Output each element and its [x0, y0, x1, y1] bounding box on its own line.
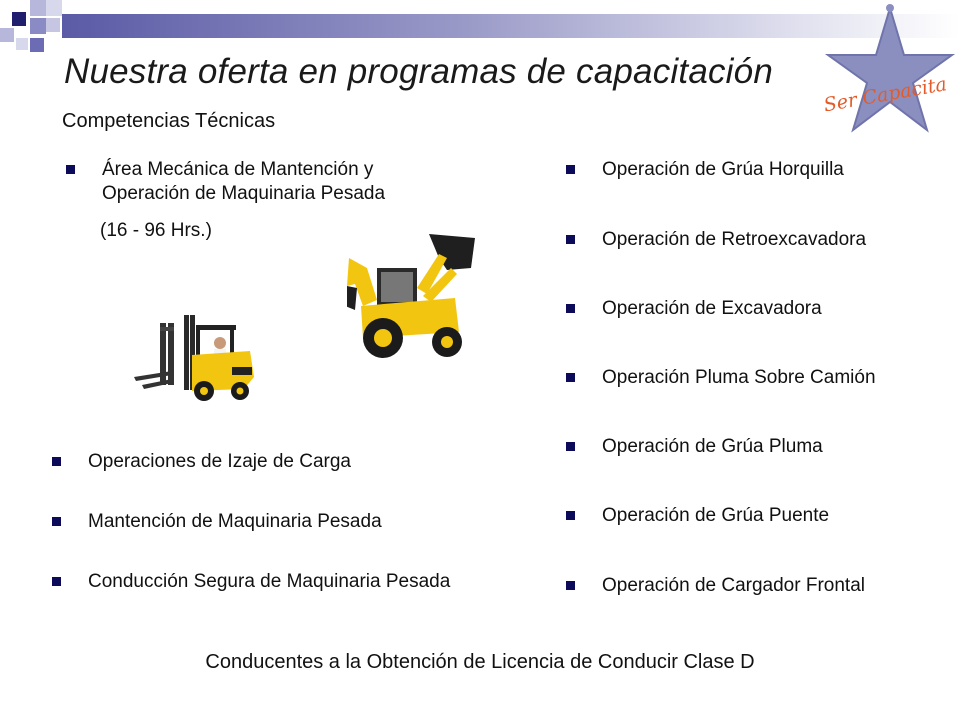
bullet-square — [52, 577, 61, 586]
list-item — [564, 435, 823, 459]
corner-square-mid — [30, 38, 44, 52]
list-item — [564, 504, 829, 528]
list-item-label: Operación de Cargador Frontal — [602, 575, 865, 596]
list-item-label: Operación de Maquinaria Pesada — [102, 183, 386, 204]
backhoe-illustration — [347, 228, 487, 363]
list-item-label: Operación de Excavadora — [602, 298, 822, 319]
corner-square-light — [30, 0, 46, 16]
corner-square-light — [46, 18, 60, 32]
list-item-label: Área Mecánica de Mantención y — [102, 159, 374, 180]
ser-capacita-logo — [820, 0, 960, 140]
list-item — [564, 228, 866, 252]
corner-square-light — [46, 0, 62, 16]
list-item-label: Operación de Grúa Pluma — [602, 436, 823, 457]
bullet-square — [66, 165, 75, 174]
list-item-label: Operación de Retroexcavadora — [602, 229, 867, 250]
logo-text: Ser Capacita — [822, 73, 949, 117]
bullet-square — [52, 517, 61, 526]
bullet-square — [566, 442, 575, 451]
bullet-square — [566, 581, 575, 590]
corner-square-mid — [30, 18, 46, 34]
list-item-label: Operación de Grúa Horquilla — [602, 159, 844, 180]
page-title: Nuestra oferta en programas de capacitación — [64, 52, 773, 91]
list-item — [50, 510, 382, 534]
list-item — [564, 366, 876, 390]
list-item-mecanica — [64, 158, 385, 206]
bullet-square — [52, 457, 61, 466]
list-item — [564, 158, 844, 182]
section-subtitle: Competencias Técnicas — [62, 110, 276, 132]
list-item-label: Operación Pluma Sobre Camión — [602, 367, 876, 388]
list-item — [50, 450, 351, 474]
corner-square-mid — [0, 28, 14, 42]
footer-note: Conducentes a la Obtención de Licencia de Conducir Clase D — [205, 651, 755, 673]
bullet-square — [566, 373, 575, 382]
corner-square-light — [16, 38, 28, 50]
list-item-label: Conducción Segura de Maquinaria Pesada — [88, 571, 451, 592]
list-item — [564, 574, 865, 598]
list-item — [564, 297, 822, 321]
list-item-label: Operación de Grúa Puente — [602, 505, 830, 526]
list-item-label: Mantención de Maquinaria Pesada — [88, 511, 382, 532]
bullet-square — [566, 511, 575, 520]
list-item-label: Operaciones de Izaje de Carga — [88, 451, 351, 472]
bullet-square — [566, 235, 575, 244]
corner-square-dark — [12, 12, 26, 26]
bullet-square — [566, 304, 575, 313]
hours-range: (16 - 96 Hrs.) — [100, 220, 212, 241]
list-item — [50, 570, 450, 594]
bullet-square — [566, 165, 575, 174]
forklift-illustration — [132, 305, 257, 405]
